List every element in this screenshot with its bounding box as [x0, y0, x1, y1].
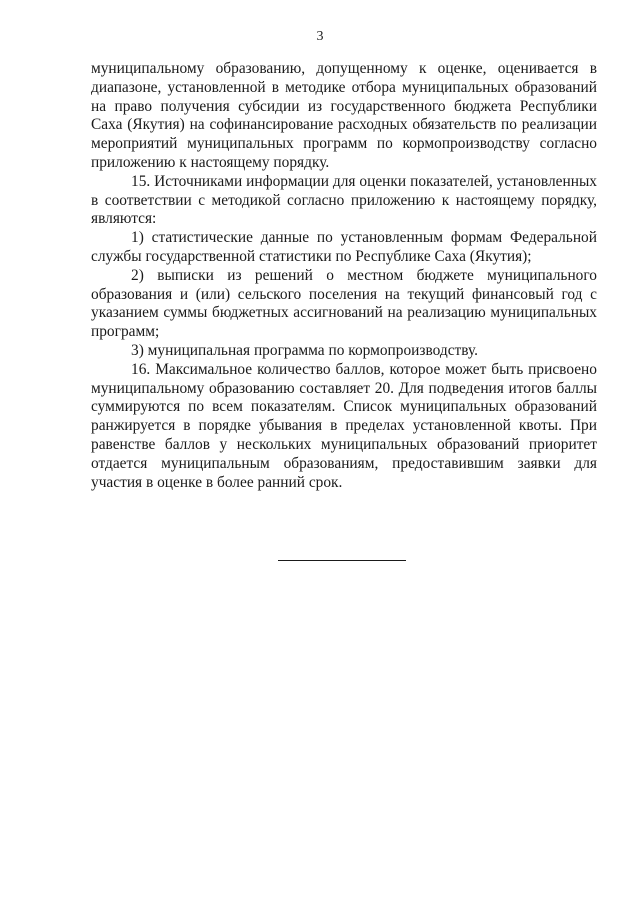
- page-number: 3: [316, 29, 324, 44]
- list-item-3: 3) муниципальная программа по кормопроизводству.: [131, 341, 479, 359]
- list-item-1: 1) статистические данные по установленным формам Федеральной службы государственной статистики по Республике Саха (Якутия);: [91, 229, 597, 265]
- paragraph-item-15: 15. Источниками информации для оценки показателей, установленных в соответствии с методикой согласно приложению к настоящему порядку, являются:: [91, 172, 597, 228]
- paragraph-continuation: муниципальному образованию, допущенному к оценке, оценивается в диапазоне, установленной в методике отбора муниципальных образований на право получения субсидии из государственного бюджета Республики Саха (Якутия) на софинансирование расходных обязательств по реализации мероприятий муниципальных программ по кормопроизводству согласно приложению к настоящему порядку.: [91, 60, 597, 171]
- paragraph-item-16: 16. Максимальное количество баллов, которое может быть присвоено муниципальному образованию составляет 20. Для подведения итогов баллы суммируются по всем показателям. Список муниципальных образований ранжируется в порядке убывания в пределах установленной квоты. При равенстве баллов у нескольких муниципальных образований приоритет отдается муниципальным образованиям, предоставившим заявки для участия в оценке в более ранний срок.: [91, 360, 597, 491]
- list-item-2: 2) выписки из решений о местном бюджете муниципального образования и (или) сельского поселения на текущий финансовый год с указанием суммы бюджетных ассигнований на реализацию муниципальных программ;: [91, 266, 597, 341]
- document-body: [91, 60, 597, 492]
- end-of-document-rule: [278, 560, 406, 561]
